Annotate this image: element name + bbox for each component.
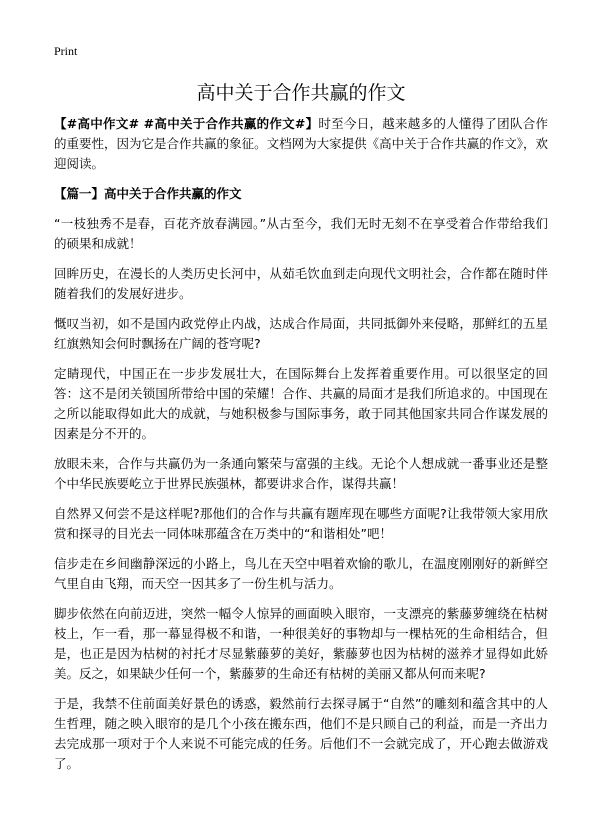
paragraph-9: 于是，我禁不住前面美好景色的诱惑，毅然前行去探寻属于“自然”的雕刻和蕴含其中的人生哲理，随之映入眼帘的是几个小孩在搬东西，他们不是只顾自己的利益，而是一齐出力去完成那一项对于个人来说不可能完成的任务。后他们不一会就完成了，开心跑去做游戏了。: [54, 696, 548, 771]
paragraph-3: 慨叹当初，如不是国内政党停止内战，达成合作局面，共同抵御外来侵略，那鲜红的五星红旗熟知会何时飘扬在广阔的苍穹呢?: [54, 316, 548, 351]
intro-tags: 【#高中作文# #高中关于合作共赢的作文#】: [54, 116, 319, 131]
paragraph-2: 回眸历史，在漫长的人类历史长河中，从茹毛饮血到走向现代文明社会，合作都在随时伴随着我们的发展好进步。: [54, 266, 548, 301]
paragraph-4: 定睛现代，中国正在一步步发展壮大，在国际舞台上发挥着重要作用。可以很坚定的回答：这不是闭关锁国所带给中国的荣耀！合作、共赢的局面才是我们所追求的。中国现在之所以能取得如此大的成就，与她积极参与国际事务，敢于同其他国家共同合作谋发展的因素是分不开的。: [54, 366, 548, 441]
intro-text: 时至今日，越来越多的人懂得了团队合作的重要性，因为它是合作共赢的象征。文档网为大家提供《高中关于合作共赢的作文》，欢迎阅读。: [54, 116, 548, 171]
print-link[interactable]: Print: [54, 44, 78, 58]
intro-paragraph: [54, 114, 548, 174]
paragraph-6: 自然界又何尝不是这样呢?那他们的合作与共赢有题库现在哪些方面呢?让我带领大家用欣赏和探寻的目光去一同体味那蕴含在万类中的“和谐相处”吧！: [54, 506, 548, 541]
paragraph-8: 脚步依然在向前迈进，突然一幅令人惊异的画面映入眼帘，一支漂亮的紫藤萝缠绕在枯树枝上，乍一看，那一幕显得极不和谐，一种很美好的事物却与一棵枯死的生命相结合，但是，也正是因为枯树的衬托才尽显紫藤萝的美好，紫藤萝也因为枯树的滋养才显得如此娇美。反之，如果缺少任何一个，紫藤萝的生命还有枯树的美丽又都从何而来呢?: [54, 606, 548, 681]
page-title: 高中关于合作共赢的作文: [196, 82, 406, 104]
section-heading: 【篇一】高中关于合作共赢的作文: [54, 186, 242, 201]
paragraph-5: 放眼未来，合作与共赢仍为一条通向繁荣与富强的主线。无论个人想成就一番事业还是整个中华民族要屹立于世界民族强林，都要讲求合作，谋得共赢！: [54, 456, 548, 491]
paragraph-1: “一枝独秀不是春，百花齐放春满园。”从古至今，我们无时无刻不在享受着合作带给我们的硕果和成就！: [54, 216, 548, 251]
paragraph-7: 信步走在乡间幽静深远的小路上，鸟儿在天空中唱着欢愉的歌儿，在温度刚刚好的新鲜空气里自由飞翔，而天空一因其多了一份生机与活力。: [54, 556, 548, 591]
